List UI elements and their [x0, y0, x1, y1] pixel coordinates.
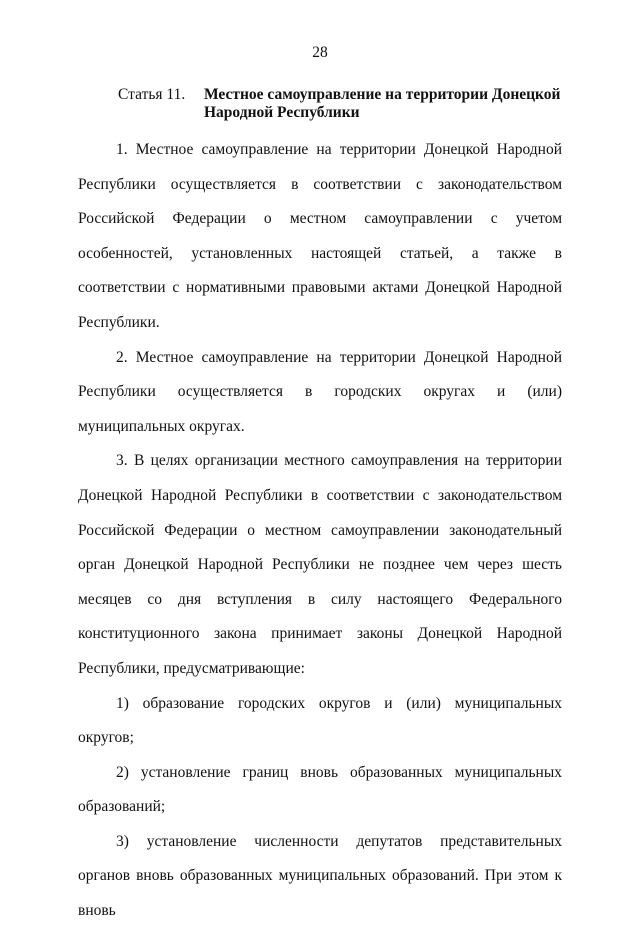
paragraph-3: 3. В целях организации местного самоуправления на территории Донецкой Народной Республики в соответствии с законодательством Российской Федерации о местном самоуправлении законодательный орган Донецкой Народной Республики не позднее чем через шесть месяцев со дня вступления в силу настоящего Федерального конституционного закона принимает законы Донецкой Народной Республики, предусматривающие: — [78, 452, 562, 677]
list-item-2: 2) установление границ вновь образованных муниципальных образований; — [78, 763, 562, 816]
paragraph-1: 1. Местное самоуправление на территории Донецкой Народной Республики осуществляется в соответствии с законодательством Российской Федерации о местном самоуправлении с учетом особенностей, установленных настоящей статьей, а также в соответствии с нормативными правовыми актами Донецкой Народной Республики. — [78, 141, 562, 331]
article-title: Местное самоуправление на территории Донецкой Народной Республики — [204, 86, 561, 121]
list-item-3: 3) установление численности депутатов представительных органов вновь образованных муниципальных образований. При этом к вновь — [78, 832, 562, 920]
article-number: Статья 11. — [118, 86, 186, 103]
article-body — [78, 133, 562, 929]
page-number: 28 — [312, 44, 328, 61]
list-item-1: 1) образование городских округов и (или) муниципальных округов; — [78, 694, 562, 747]
paragraph-2: 2. Местное самоуправление на территории Донецкой Народной Республики осуществляется в городских округах и (или) муниципальных округах. — [78, 348, 562, 435]
article-heading — [118, 86, 568, 122]
